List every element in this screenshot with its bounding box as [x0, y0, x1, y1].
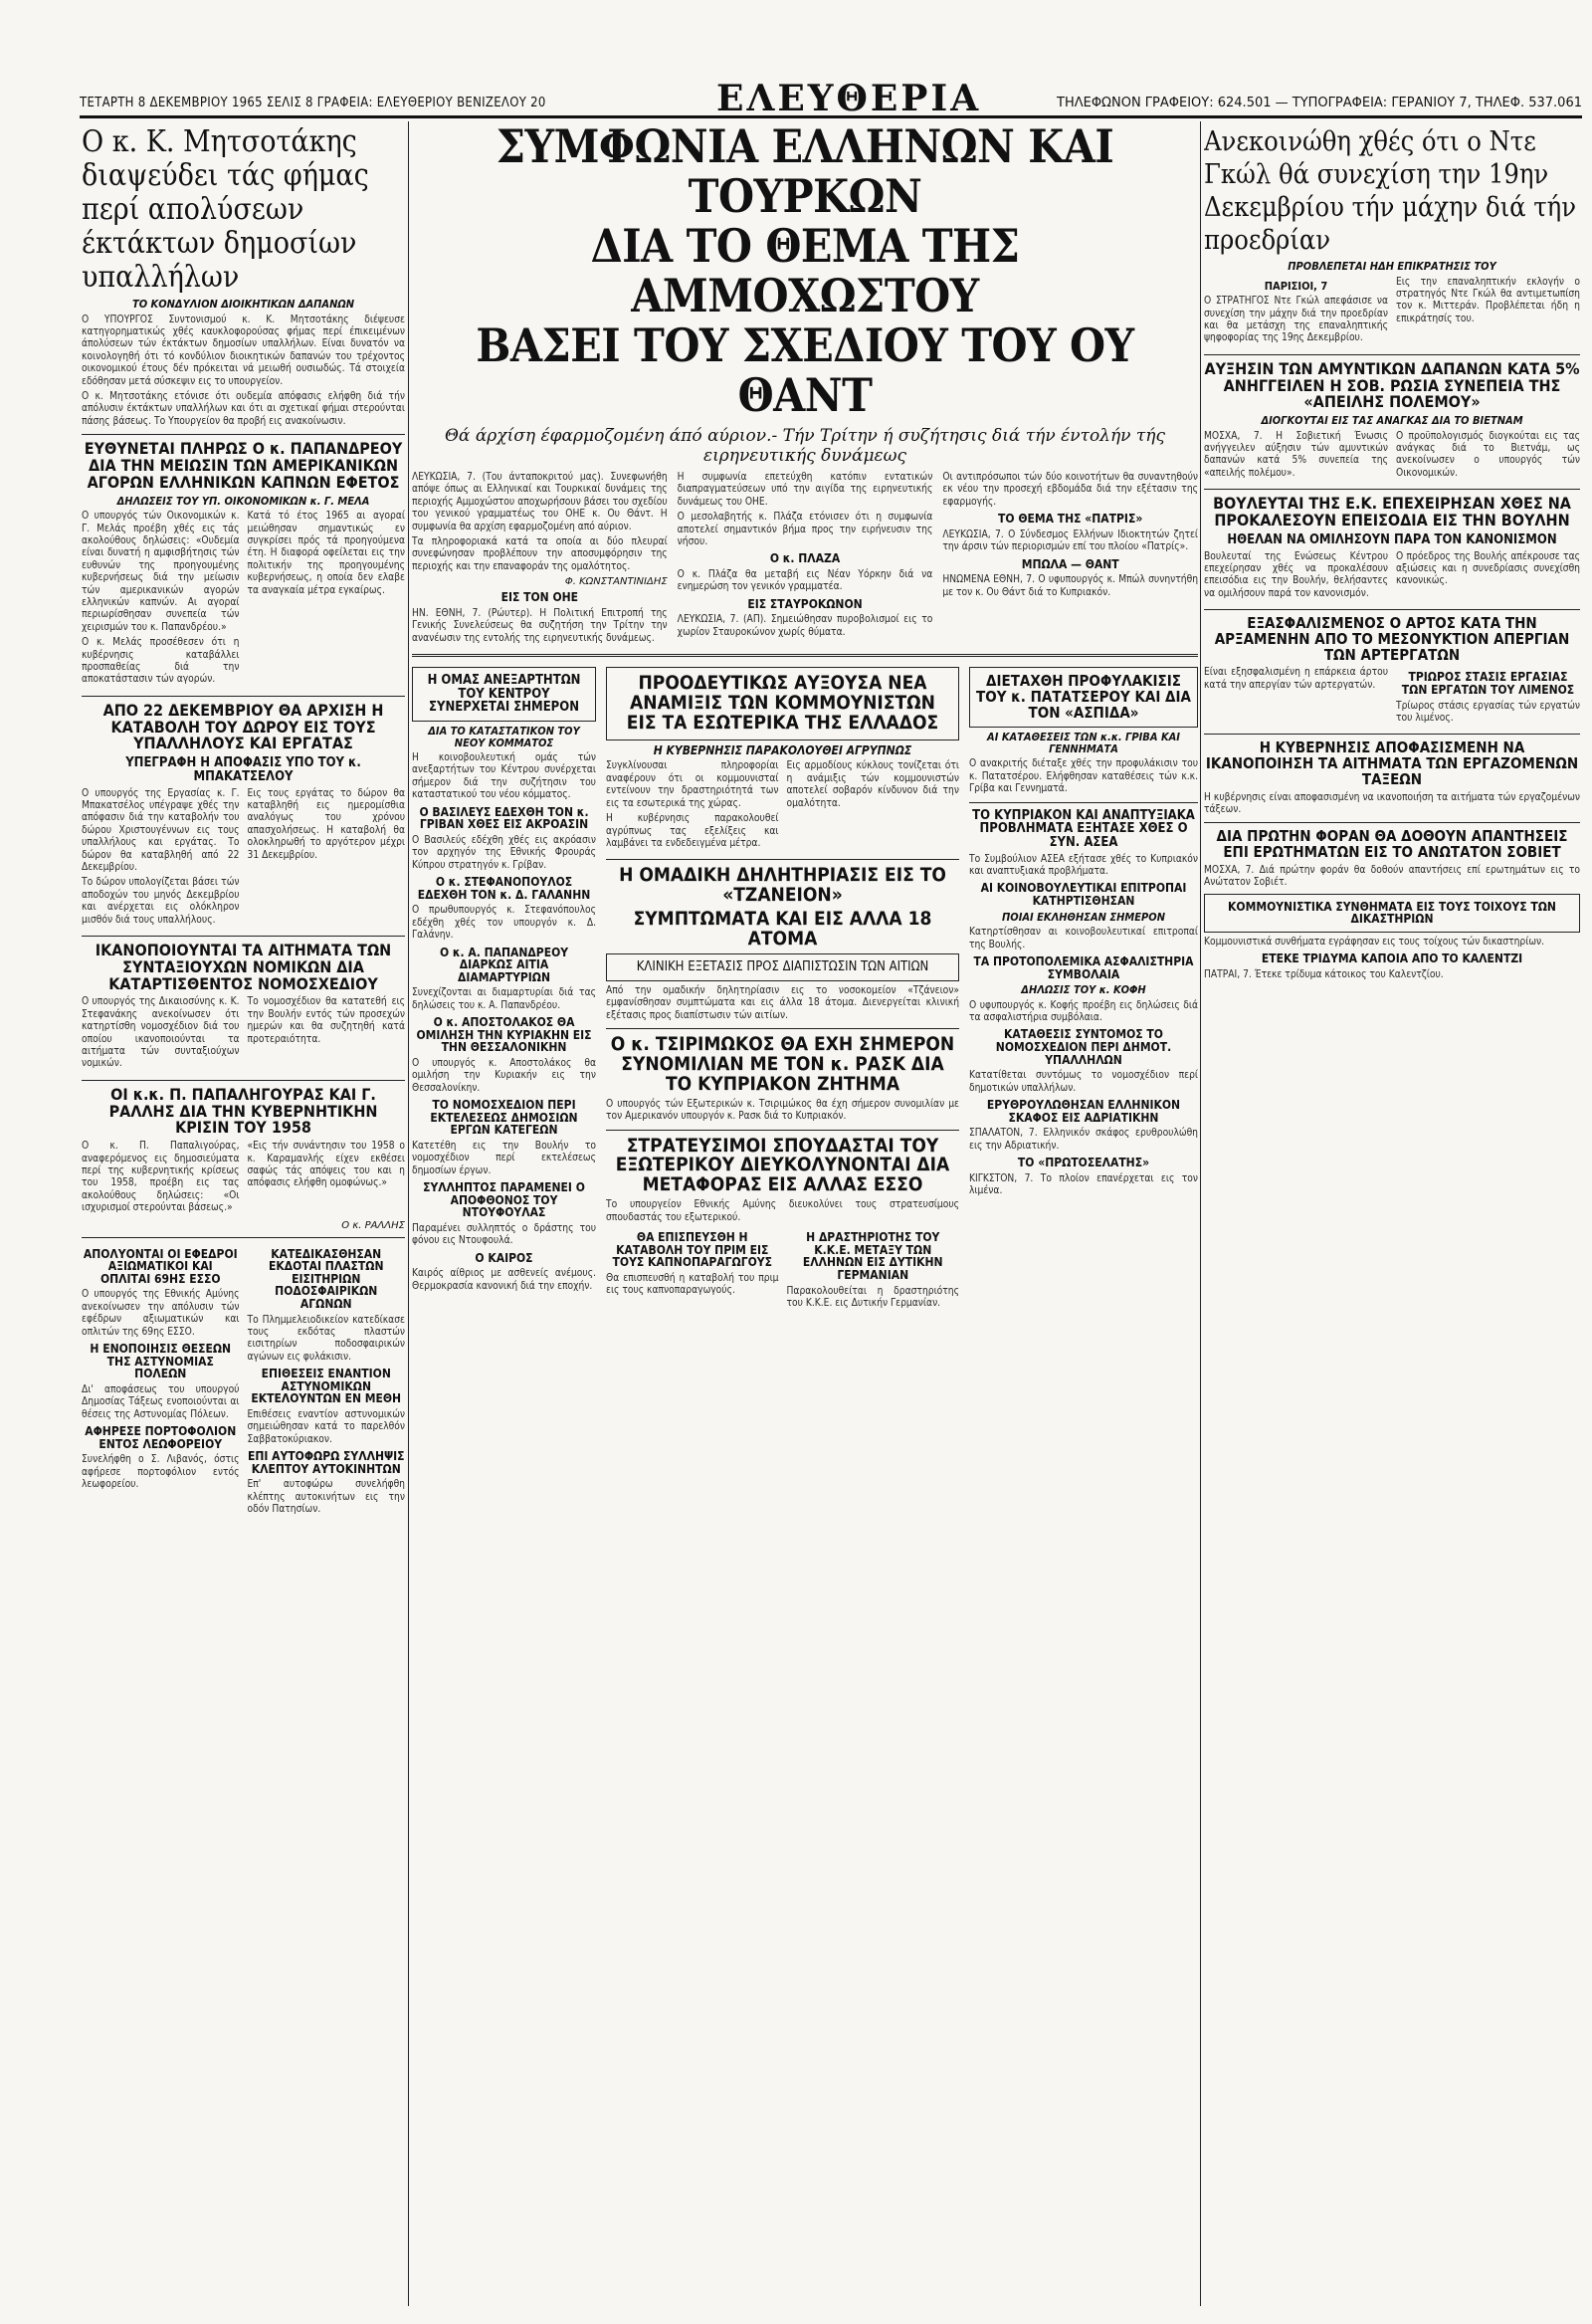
headline-stratevsimoi: ΣΤΡΑΤΕΥΣΙΜΟΙ ΣΠΟΥΔΑΣΤΑΙ ΤΟΥ ΕΞΩΤΕΡΙΚΟΥ ΔΙΕΥΚΟΛΥΝΟΝΤΑΙ ΔΙΑ ΜΕΤΑΦΟΡΑΣ ΕΙΣ ΑΛΛΑΣ ΕΣΣΟ: [615, 1134, 950, 1196]
article-body: Ο ανακριτής διέταξε χθές την προφυλάκισιν του κ. Πατατσέρου. Ελήφθησαν καταθέσεις τών κ.κ. Γρίβα και Γεννηματά.: [969, 758, 1198, 795]
article-body: Θα επισπευσθή η καταβολή του πριμ εις τους καπνοπαραγωγούς.: [606, 1272, 779, 1297]
headline-mitsotakis: Ο κ. Κ. Μητσοτάκης διαψεύδει τάς φήμας περί απολύσεων έκτάκτων δημοσίων υπαλλήλων: [82, 124, 369, 295]
article-body: Το Συμβούλιον ΑΣΕΑ εξήτασε χθές το Κυπριακόν και αναπτυξιακά προβλήματα.: [969, 853, 1198, 877]
article-body: ΠΑΤΡΑΙ, 7. Έτεκε τρίδυμα κάτοικος του Καλεντζίου.: [1204, 968, 1444, 980]
headline-epipsefsi: ΘΑ ΕΠΙΣΠΕΥΣΘΗ Η ΚΑΤΑΒΟΛΗ ΤΟΥ ΠΡΙΜ ΕΙΣ ΤΟΥΣ ΚΑΠΝΟΠΑΡΑΓΩΓΟΥΣ: [612, 1230, 772, 1270]
masthead: [80, 78, 1582, 118]
article-body: Ο υφυπουργός κ. Κοφής προέβη εις δηλώσεις διά τα ασφαλιστήρια συμβόλαια.: [969, 999, 1198, 1024]
subhead-oie: ΕΙΣ ΤΟΝ ΟΗΕ: [500, 590, 579, 605]
subhead-plaza: Ο κ. ΠΛΑΖΑ: [769, 551, 841, 566]
headline-cabinet: ΑΙ ΚΟΙΝΟΒΟΥΛΕΥΤΙΚΑΙ ΕΠΙΤΡΟΠΑΙ ΚΑΤΗΡΤΙΣΘΗΣΑΝ: [980, 881, 1187, 908]
subhead-bakatselou: ΥΠΕΓΡΑΦΗ Η ΑΠΟΦΑΣΙΣ ΥΠΟ ΤΟΥ κ. ΜΠΑΚΑΤΣΕΛΟΥ: [125, 755, 361, 784]
headline-efedroi: ΑΠΟΛΥΟΝΤΑΙ ΟΙ ΕΦΕΔΡΟΙ ΑΞΙΩΜΑΤΙΚΟΙ ΚΑΙ ΟΠΛΙΤΑΙ 69ΗΣ ΕΣΣΟ: [83, 1246, 238, 1286]
article-body: Η κυβέρνησις είναι αποφασισμένη να ικανοποιήση τα αιτήματα τών εργαζομένων τάξεων.: [1204, 791, 1580, 816]
headline-papandreou-tobacco: ΕΥΘΥΝΕΤΑΙ ΠΛΗΡΩΣ Ο κ. ΠΑΠΑΝΔΡΕΟΥ ΔΙΑ ΤΗΝ ΜΕΙΩΣΙΝ ΤΩΝ ΑΜΕΡΙΚΑΝΙΚΩΝ ΑΓΟΡΩΝ ΕΛΛΗΝΙΚΩΝ ΚΑΠΝΩΝ ΕΦΕΤΟΣ: [84, 439, 403, 492]
headline-kathysterisi: ΚΑΤΑΘΕΣΙΣ ΣΥΝΤΟΜΟΣ ΤΟ ΝΟΜΟΣΧΕΔΙΟΝ ΠΕΡΙ ΔΗΜΟΤ. ΥΠΑΛΛΗΛΩΝ: [995, 1027, 1172, 1067]
headline-eryth: ΕΡΥΘΡΟΥΛΩΘΗΣΑΝ ΕΛΛΗΝΙΚΟΝ ΣΚΑΦΟΣ ΕΙΣ ΑΔΡΙΑΤΙΚΗΝ: [986, 1098, 1181, 1125]
headline-autoforo: ΕΠΙ ΑΥΤΟΦΩΡΩ ΣΥΛΛΗΨΙΣ ΚΛΕΠΤΟΥ ΑΥΤΟΚΙΝΗΤΩΝ: [247, 1449, 405, 1476]
headline-diatagi: ΔΙΕΤΑΧΘΗ ΠΡΟΦΥΛΑΚΙΣΙΣ ΤΟΥ κ. ΠΑΤΑΤΣΕΡΟΥ ΚΑΙ ΔΙΑ ΤΟΝ «ΑΣΠΙΔΑ»: [969, 667, 1198, 728]
headline-artos: ΕΞΑΣΦΑΛΙΣΜΕΝΟΣ Ο ΑΡΤΟΣ ΚΑΤΑ ΤΗΝ ΑΡΞΑΜΕΝΗΝ ΑΠΟ ΤΟ ΜΕΣΟΝΥΚΤΙΟΝ ΑΠΕΡΓΙΑΝ ΤΩΝ ΑΡΤΕΡΓΑΤΩΝ: [1214, 614, 1570, 664]
article-body: ΛΕΥΚΩΣΙΑ, 7. (ΑΠ). Σημειώθησαν πυροβολισμοί εις το χωρίον Σταυροκώνον χωρίς θύματα.: [677, 614, 933, 638]
article-body: Ο κ. Π. Παπαλιγούρας, αναφερόμενος εις δημοσιεύματα περί της κυβερνητικής κρίσεως του 1958, προέβη εις τας ακολούθους δηλώσεις: «Οι ισχυρισμοί στερούνται βάσεως.»: [82, 1141, 240, 1214]
article-body: Το νομοσχέδιον θα κατατεθή εις την Βουλήν εντός τών προσεχών ημερών και θα συζητηθή κατά προτεραιότητα.: [247, 996, 405, 1045]
headline-russia: ΑΥΞΗΣΙΝ ΤΩΝ ΑΜΥΝΤΙΚΩΝ ΔΑΠΑΝΩΝ ΚΑΤΑ 5% ΑΝΗΓΓΕΙΛΕΝ Η ΣΟΒ. ΡΩΣΙΑ ΣΥΝΕΠΕΙΑ ΤΗΣ «ΑΠΕΙΛΗΣ ΠΟΛΕΜΟΥ»: [1204, 358, 1580, 412]
article-body: Εις αρμοδίους κύκλους τονίζεται ότι η ανάμιξις τών κομμουνιστών αποτελεί σοβαρόν κίνδυνον διά την ομαλότητα.: [786, 760, 959, 809]
headline-syllipsi: ΣΥΛΛΗΠΤΟΣ ΠΑΡΑΜΕΝΕΙ Ο ΑΠΟΦΘΟΝΟΣ ΤΟΥ ΝΤΟΥΦΟΥΛΑΣ: [423, 1180, 585, 1220]
subhead-diatagi: ΑΙ ΚΑΤΑΘΕΣΕΙΣ ΤΩΝ κ.κ. ΓΡΙΒΑ ΚΑΙ ΓΕΝΝΗΜΑΤΑ: [987, 731, 1180, 755]
headline-ergazomenoi: Η ΚΥΒΕΡΝΗΣΙΣ ΑΠΟΦΑΣΙΣΜΕΝΗ ΝΑ ΙΚΑΝΟΠΟΙΗΣΗ ΤΑ ΑΙΤΗΜΑΤΑ ΤΩΝ ΕΡΓΑΖΟΜΕΝΩΝ ΤΑΞΕΩΝ: [1205, 739, 1579, 788]
article-body: Κατετέθη εις την Βουλήν το νομοσχέδιον περί εκτελέσεως δημοσίων έργων.: [412, 1140, 596, 1176]
headline-synthimata: ΚΟΜΜΟΥΝΙΣΤΙΚΑ ΣΥΝΘΗΜΑΤΑ ΕΙΣ ΤΟΥΣ ΤΟΙΧΟΥΣ ΤΩΝ ΔΙΚΑΣΤΗΡΙΩΝ: [1204, 894, 1580, 933]
headline-protoporia: ΤΑ ΠΡΟΤΟΠΟΛΕΜΙΚΑ ΑΣΦΑΛΙΣΤΗΡΙΑ ΣΥΜΒΟΛΑΙΑ: [973, 953, 1194, 981]
deck-subtitle: Θά άρχίση έφαρμοζομένη άπό αύριον.- Τήν Τρίτην ή συζήτησις διά τήν έντολήν τής ειρηνευτικής δυνάμεως: [445, 426, 1165, 466]
article-body: Ο υπουργός κ. Αποστολάκος θα ομιλήση την Κυριακήν εις την Θεσσαλονίκην.: [412, 1057, 596, 1094]
article-body: Ο κ. Μελάς προσέθεσεν ότι η κυβέρνησις καταβάλλει προσπαθείας διά την αποκατάστασιν τών αγορών.: [82, 637, 240, 686]
article-body: Επ' αυτοφώρω συνελήφθη κλέπτης αυτοκινήτων εις την οδόν Πατησίων.: [247, 1479, 405, 1516]
headline-enopoiisi: Η ΕΝΟΠΟΙΗΣΙΣ ΘΕΣΕΩΝ ΤΗΣ ΑΣΤΥΝΟΜΙΑΣ ΠΟΛΕΩΝ: [90, 1342, 232, 1381]
newspaper-title: ΕΛΕΥΘΕΡΙΑ: [716, 78, 982, 119]
article-body: Κατά τό έτος 1965 αι αγοραί μειώθησαν σημαντικώς εν συγκρίσει πρός τά προηγούμενα έτη. Η διαφορά οφείλεται εις την πολιτικήν της προηγουμένης κυβερνήσεως, η οποία δεν ελαβε τα αναγκαία μέτρα εγκαίρως.: [247, 511, 405, 596]
article-body: ΛΕΥΚΩΣΙΑ, 7. Ο Σύνδεσμος Ελλήνων Ιδιοκτητών ζητεί την άρσιν τών περιορισμών επί του πλοίου «Πατρίς».: [942, 528, 1198, 553]
article-body: Ο κ. Μητσοτάκης ετόνισε ότι ουδεμία απόφασις ελήφθη διά τήν απόλυσιν έκτάκτων υπαλλήλων και ότι αι σχετικαί φήμαι στερούνται πάσης βάσεως. Το Υπουργείον θα προβή εις ανακοίνωσιν.: [82, 390, 405, 427]
article-body: ΣΠΑΛΑΤΟΝ, 7. Ελληνικόν σκάφος ερυθρουλώθη εις την Αδριατικήν.: [969, 1128, 1198, 1152]
subhead-omas: ΔΙΑ ΤΟ ΚΑΤΑΣΤΑΤΙΚΟΝ ΤΟΥ ΝΕΟΥ ΚΟΜΜΑΤΟΣ: [428, 724, 580, 749]
subhead-bomb: ΜΠΩΛΑ — ΘΑΝΤ: [1021, 556, 1119, 571]
article-body: Ο υπουργός της Εθνικής Αμύνης ανεκοίνωσεν την απόλυσιν τών εφέδρων αξιωματικών και οπλιτών της 69ης ΕΣΣΟ.: [82, 1289, 240, 1338]
phone-line: ΤΗΛΕΦΩΝΟΝ ΓΡΑΦΕΙΟΥ: 624.501 — ΤΥΠΟΓΡΑΦΕΙΑ: ΓΕΡΑΝΙΟΥ 7, ΤΗΛΕΦ. 537.061: [1057, 96, 1582, 110]
article-body: Συγκλίνουσαι πληροφορίαι αναφέρουν ότι οι κομμουνισταί εντείνουν την δραστηριότητά των εις τα εσωτερικά της χώρας.: [606, 760, 779, 809]
headline-progress: ΠΡΟΟΔΕΥΤΙΚΩΣ ΑΥΞΟΥΣΑ ΝΕΑ ΑΝΑΜΙΞΙΣ ΤΩΝ ΚΟΜΜΟΥΝΙΣΤΩΝ ΕΙΣ ΤΑ ΕΣΩΤΕΡΙΚΑ ΤΗΣ ΕΛΛΑΔΟΣ: [606, 667, 959, 740]
headline-doro: ΑΠΟ 22 ΔΕΚΕΜΒΡΙΟΥ ΘΑ ΑΡΧΙΣΗ Η ΚΑΤΑΒΟΛΗ ΤΟΥ ΔΩΡΟΥ ΕΙΣ ΤΟΥΣ ΥΠΑΛΛΗΛΟΥΣ ΚΑΙ ΕΡΓΑΤΑΣ: [102, 700, 384, 753]
article-body: Παραμένει συλληπτός ο δράστης του φόνου εις Ντουφουλά.: [412, 1222, 596, 1247]
column-rule: [408, 121, 409, 2306]
headline-de-gaulle: Ανεκοινώθη χθές ότι ο Ντε Γκώλ θά συνεχίση την 19ην Δεκεμβρίου τήν μάχην διά τήν προεδρίαν: [1204, 126, 1577, 256]
article-body: ΜΟΣΧΑ, 7. Διά πρώτην φοράν θα δοθούν απαντήσεις επί ερωτημάτων εις το Ανώτατον Σοβιέτ.: [1204, 864, 1580, 889]
headline-apostolakos: Ο κ. ΑΠΟΣΤΟΛΑΚΟΣ ΘΑ ΟΜΙΛΗΣΗ ΤΗΝ ΚΥΡΙΑΚΗΝ ΕΙΣ ΤΗΝ ΘΕΣΣΑΛΟΝΙΚΗΝ: [416, 1015, 592, 1055]
article-body: Ο υπουργός της Δικαιοσύνης κ. Κ. Στεφανάκης ανεκοίνωσεν ότι κατηρτίσθη νομοσχέδιον διά του οποίου ικανοποιούνται τα αιτήματα τών συνταξιούχων νομικών.: [82, 996, 240, 1070]
article-body: Η κυβέρνησις παρακολουθεί αγρύπνως τας εξελίξεις και λαμβάνει τα ενδεδειγμένα μέτρα.: [606, 813, 779, 849]
article-body: Το Πλημμελειοδικείον κατεδίκασε τους εκδότας πλαστών εισιτηρίων ποδοσφαιρικών αγώνων εις φυλάκισιν.: [247, 1314, 405, 1363]
headline-basileus: Ο ΒΑΣΙΛΕΥΣ ΕΔΕΧΘΗ ΤΟΝ κ. ΓΡΙΒΑΝ ΧΘΕΣ ΕΙΣ ΑΚΡΟΑΣΙΝ: [419, 804, 589, 832]
subhead-mela: ΔΗΛΩΣΕΙΣ ΤΟΥ ΥΠ. ΟΙΚΟΝΟΜΙΚΩΝ κ. Γ. ΜΕΛΑ: [116, 494, 370, 508]
subhead-de-gaulle: ΠΡΟΒΛΕΠΕΤΑΙ ΗΔΗ ΕΠΙΚΡΑΤΗΣΙΣ ΤΟΥ: [1288, 260, 1496, 273]
article-body: Συνελήφθη ο Σ. Λιβανός, όστις αφήρεσε πορτοφόλιον εντός λεωφορείου.: [82, 1454, 240, 1491]
headline-vouleftai: ΒΟΥΛΕΥΤΑΙ ΤΗΣ Ε.Κ. ΕΠΕΧΕΙΡΗΣΑΝ ΧΘΕΣ ΝΑ ΠΡΟΚΑΛΕΣΟΥΝ ΕΠΕΙΣΟΔΙΑ ΕΙΣ ΤΗΝ ΒΟΥΛΗΝ: [1213, 494, 1571, 530]
article-body: Ο Βασιλεύς εδέχθη χθές εις ακρόασιν τον αρχηγόν της Εθνικής Φρουράς Κύπρου στρατηγόν κ. Γρίβαν.: [412, 834, 596, 871]
subhead-tzaneion-2: ΚΛΙΝΙΚΗ ΕΞΕΤΑΣΙΣ ΠΡΟΣ ΔΙΑΠΙΣΤΩΣΙΝ ΤΩΝ ΑΙΤΙΩΝ: [606, 953, 959, 981]
article-body: Η συμφωνία επετεύχθη κατόπιν εντατικών διαπραγματεύσεων υπό την αιγίδα της ειρηνευτικής δυνάμεως του ΟΗΕ.: [677, 472, 933, 508]
subhead-stavroukon: ΕΙΣ ΣΤΑΥΡΟΚΩΝΟΝ: [747, 596, 863, 611]
article-body: Εις την επαναληπτικήν εκλογήν ο στρατηγός Ντε Γκώλ θα αντιμετωπίση τον κ. Μιττεράν. Προβλέπεται ήδη η επικράτησίς του.: [1396, 276, 1580, 324]
headline-stefanopoulos: Ο κ. ΣΤΕΦΑΝΟΠΟΥΛΟΣ ΕΔΕΧΘΗ ΤΟΝ κ. Δ. ΓΑΛΑΝΗΝ: [417, 875, 591, 902]
article-body: ΛΕΥΚΩΣΙΑ, 7. (Του άνταποκριτού μας). Συνεφωνήθη απόψε όπως αι Ελληνικαί και Τουρκικαί δυνάμεις της περιοχής Αμμοχώστου αποχωρήσουν βάσει του σχεδίου του γενικού γραμματέως του ΟΗΕ κ. Ου Θάντ. Η συμφωνία θα αρχίση εφαρμοζομένη από αύριον.: [412, 472, 668, 532]
headline-tzaneion: Η ΟΜΑΔΙΚΗ ΔΗΛΗΤΗΡΙΑΣΙΣ ΕΙΣ ΤΟ «ΤΖΑΝΕΙΟΝ»: [619, 864, 946, 907]
subhead-progress: Η ΚΥΒΕΡΝΗΣΙΣ ΠΑΡΑΚΟΛΟΥΘΕΙ ΑΓΡΥΠΝΩΣ: [653, 742, 912, 757]
left-column: [82, 121, 405, 2306]
banner-line-3: ΒΑΣΕΙ ΤΟΥ ΣΧΕΔΙΟΥ ΤΟΥ ΟΥ ΘΑΝΤ: [476, 318, 1134, 422]
headline-limeni: ΤΡΙΩΡΟΣ ΣΤΑΣΙΣ ΕΡΓΑΣΙΑΣ ΤΩΝ ΕΡΓΑΤΩΝ ΤΟΥ ΛΙΜΕΝΟΣ: [1401, 670, 1575, 697]
headline-soviet: ΔΙΑ ΠΡΩΤΗΝ ΦΟΡΑΝ ΘΑ ΔΟΘΟΥΝ ΑΠΑΝΤΗΣΕΙΣ ΕΠΙ ΕΡΩΤΗΜΑΤΩΝ ΕΙΣ ΤΟ ΑΝΩΤΑΤΟΝ ΣΟΒΙΕΤ: [1216, 827, 1568, 862]
headline-kke: Η ΔΡΑΣΤΗΡΙΟΤΗΣ ΤΟΥ Κ.Κ.Ε. ΜΕΤΑΞΥ ΤΩΝ ΕΛΛΗΝΩΝ ΕΙΣ ΔΥΤΙΚΗΝ ΓΕΡΜΑΝΙΑΝ: [802, 1230, 943, 1282]
subhead-tzaneion: ΣΥΜΠΤΩΜΑΤΑ ΚΑΙ ΕΙΣ ΑΛΛΑ 18 ΑΤΟΜΑ: [633, 908, 932, 951]
article-body: Το δώρον υπολογίζεται βάσει τών αποδοχών του μηνός Δεκεμβρίου και ανέρχεται εις ολόκληρον μισθόν διά τους υπαλλήλους.: [82, 877, 240, 926]
subhead-kondylion: ΤΟ ΚΟΝΔΥΛΙΟΝ ΔΙΟΙΚΗΤΙΚΩΝ ΔΑΠΑΝΩΝ: [131, 298, 355, 311]
article-body: Κατηρτίσθησαν αι κοινοβουλευτικαί επιτροπαί της Βουλής.: [969, 927, 1198, 951]
article-body: Τρίωρος στάσις εργασίας τών εργατών του λιμένος.: [1396, 700, 1580, 724]
date-line: ΤΕΤΑΡΤΗ 8 ΔΕΚΕΜΒΡΙΟΥ 1965 ΣΕΛΙΣ 8 ΓΡΑΦΕΙΑ: ΕΛΕΥΘΕΡΙΟΥ ΒΕΝΙΖΕΛΟΥ 20: [80, 96, 546, 110]
article-body: ΗΝ. ΕΘΝΗ, 7. (Ρώυτερ). Η Πολιτική Επιτροπή της Γενικής Συνελεύσεως θα συζητήση την Τρίτην την ανανέωσιν της εντολής της ειρηνευτικής δυνάμεως.: [412, 607, 668, 644]
subhead-patris: ΤΟ ΘΕΜΑ ΤΗΣ «ΠΑΤΡΙΣ»: [998, 512, 1143, 527]
headline-epitheseis: ΕΠΙΘΕΣΕΙΣ ΕΝΑΝΤΙΟΝ ΑΣΤΥΝΟΜΙΚΩΝ ΕΚΤΕΛΟΥΝΤΩΝ ΕΝ ΜΕΘΗ: [251, 1367, 402, 1406]
article-body: Ο υπουργός τών Οικονομικών κ. Γ. Μελάς προέβη χθές εις τάς ακολούθους δηλώσεις: «Ουδεμία είναι δυνατή η αμφισβήτησις τών ευθυνών της προηγουμένης κυβερνήσεως διά την μείωσιν τών αμερικανικών αγορών ελληνικών καπνών. Αι αγοραί περιωρίσθησαν συνεπεία τών χειρισμών του κ. Παπανδρέου.»: [82, 511, 240, 633]
article-body: Ο μεσολαβητής κ. Πλάζα ετόνισεν ότι η συμφωνία αποτελεί σημαντικόν βήμα προς την ειρήνευσιν της νήσου.: [677, 512, 933, 548]
headline-tridyma: ΕΤΕΚΕ ΤΡΙΔΥΜΑ ΚΑΠΟΙΑ ΑΠΟ ΤΟ ΚΑΛΕΝΤΖΙ: [1261, 951, 1523, 966]
headline-nomosxedio: ΤΟ ΝΟΜΟΣΧΕΔΙΟΝ ΠΕΡΙ ΕΚΤΕΛΕΣΕΩΣ ΔΗΜΟΣΙΩΝ ΕΡΓΩΝ ΚΑΤΕΓΕΩΝ: [430, 1098, 578, 1138]
headline-kairos: Ο ΚΑΙΡΟΣ: [475, 1250, 533, 1265]
article-body: Κατατίθεται συντόμως το νομοσχέδιον περί δημοτικών υπαλλήλων.: [969, 1070, 1198, 1094]
headline-tsirimokos: Ο κ. ΤΣΙΡΙΜΩΚΟΣ ΘΑ ΕΧΗ ΣΗΜΕΡΟΝ ΣΥΝΟΜΙΛΙΑΝ ΜΕ ΤΟΝ κ. ΡΑΣΚ ΔΙΑ ΤΟ ΚΥΠΡΙΑΚΟΝ ΖΗΤΗΜΑ: [610, 1032, 955, 1095]
headline-protevousis: ΤΟ «ΠΡΩΤΟΣΕΛΑΤΗΣ»: [1017, 1156, 1150, 1170]
article-body: Από την ομαδικήν δηλητηρίασιν εις το νοσοκομείον «Τζάνειον» εμφανίσθησαν συμπτώματα και εις άλλα 18 άτομα. Διενεργείται κλινική εξέτασις προς διαπίστωσιν τών αιτίων.: [606, 984, 959, 1021]
article-body: Παρακολουθείται η δραστηριότης του Κ.Κ.Ε. εις Δυτικήν Γερμανίαν.: [786, 1285, 959, 1309]
headline-nomikoi: ΙΚΑΝΟΠΟΙΟΥΝΤΑΙ ΤΑ ΑΙΤΗΜΑΤΑ ΤΩΝ ΣΥΝΤΑΞΙΟΥΧΩΝ ΝΟΜΙΚΩΝ ΔΙΑ ΚΑΤΑΡΤΙΣΘΕΝΤΟΣ ΝΟΜΟΣΧΕΔΙΟΥ: [95, 940, 392, 993]
article-body: Ο υπουργός τών Εξωτερικών κ. Τσιριμώκος θα έχη σήμερον συνομιλίαν με τον Αμερικανόν υπουργόν κ. Ρασκ διά το Κυπριακόν.: [606, 1098, 959, 1123]
article-body: Ο πρωθυπουργός κ. Στεφανόπουλος εδέχθη χθές τον υπουργόν κ. Δ. Γαλάνην.: [412, 905, 596, 942]
article-body: ΗΝΩΜΕΝΑ ΕΘΝΗ, 7. Ο υφυπουργός κ. Μπώλ συνηντήθη με τον κ. Ου Θάντ διά το Κυπριακόν.: [942, 574, 1198, 598]
article-body: Επιθέσεις εναντίον αστυνομικών σημειώθησαν κατά το παρελθόν Σαββατοκύριακον.: [247, 1409, 405, 1445]
article-body: Ο υπουργός της Εργασίας κ. Γ. Μπακατσέλος υπέγραψε χθές την απόφασιν διά την καταβολήν του δώρου Χριστουγέννων εις τους υπαλλήλους και εργάτας. Το δώρον θα καταβληθή από 22 Δεκεμβρίου.: [82, 787, 240, 873]
article-body: ΜΟΣΧΑ, 7. Η Σοβιετική Ένωσις ανήγγειλεν αύξησιν τών αμυντικών δαπανών κατά 5% συνεπεία της «απειλής πολέμου».: [1204, 430, 1388, 479]
subhead-cabinet: ΠΟΙΑΙ ΕΚΛΗΘΗΣΑΝ ΣΗΜΕΡΟΝ: [1002, 910, 1165, 924]
article-body: Δι' αποφάσεως του υπουργού Δημοσίας Τάξεως ενοποιούνται αι θέσεις της Αστυνομίας Πόλεων.: [82, 1383, 240, 1420]
article-body: Είναι εξησφαλισμένη η επάρκεια άρτου κατά την απεργίαν τών αρτεργατών.: [1204, 667, 1388, 691]
signature-ralli: Ο κ. ΡΑΛΛΗΣ: [341, 1219, 405, 1231]
headline-omas: Η ΟΜΑΣ ΑΝΕΞΑΡΤΗΤΩΝ ΤΟΥ ΚΕΝΤΡΟΥ ΣΥΝΕΡΧΕΤΑΙ ΣΗΜΕΡΟΝ: [412, 667, 596, 722]
subhead-kofi: ΔΗΛΩΣΙΣ ΤΟΥ κ. ΚΟΦΗ: [1021, 983, 1146, 997]
headline-cyprus: ΤΟ ΚΥΠΡΙΑΚΟΝ ΚΑΙ ΑΝΑΠΤΥΞΙΑΚΑ ΠΡΟΒΛΗΜΑΤΑ ΕΞΗΤΑΣΕ ΧΘΕΣ Ο ΣΥΝ. ΑΣΕΑ: [972, 807, 1195, 850]
article-body: «Εις τήν συνάντησιν του 1958 ο κ. Καραμανλής είχεν εκθέσει σαφώς τάς απόψεις του και η απόφασις ελήφθη ομοφώνως.»: [247, 1141, 405, 1189]
subhead-russia: ΔΙΟΓΚΟΥΤΑΙ ΕΙΣ ΤΑΣ ΑΝΑΓΚΑΣ ΔΙΑ ΤΟ ΒΙΕΤΝΑΜ: [1261, 414, 1523, 428]
banner-line-1: ΣΥΜΦΩΝΙΑ ΕΛΛΗΝΩΝ ΚΑΙ ΤΟΥΡΚΩΝ: [496, 121, 1114, 223]
article-body: Ο πρόεδρος της Βουλής απέκρουσε τας αξιώσεις και η συνεδρίασις συνεχίσθη κανονικώς.: [1396, 550, 1580, 587]
headline-portofolion: ΑΦΗΡΕΣΕ ΠΟΡΤΟΦΟΛΙΟΝ ΕΝΤΟΣ ΛΕΩΦΟΡΕΙΟΥ: [85, 1424, 237, 1451]
signature-konstantinidis: Φ. ΚΩΝΣΤΑΝΤΙΝΙΔΗΣ: [564, 576, 668, 588]
article-body: Ο προϋπολογισμός διογκούται εις τας ανάγκας διά το Βιετνάμ, ως ανεκοίνωσεν ο υπουργός τών Οικονομικών.: [1396, 430, 1580, 479]
dateline-paris: ΠΑΡΙΣΙΟΙ, 7: [1264, 279, 1328, 293]
main-section: [412, 121, 1198, 2306]
article-body: Η κοινοβουλευτική ομάς τών ανεξαρτήτων του Κέντρου συνέρχεται σήμερον διά την συζήτησιν του καταστατικού του νέου κόμματος.: [412, 752, 596, 801]
article-body: Βουλευταί της Ενώσεως Κέντρου επεχείρησαν χθές να προκαλέσουν επεισόδια εις την Βουλήν, θελήσαντες να ομιλήσουν παρά τον κανονισμόν.: [1204, 550, 1388, 599]
article-body: Ο κ. Πλάζα θα μεταβή εις Νέαν Υόρκην διά να ενημερώση τον γενικόν γραμματέα.: [677, 569, 933, 593]
article-body: Τα πληροφοριακά κατά τα οποία αι δύο πλευραί συνεφώνησαν προβλέπουν την αποσυμφόρησιν της περιοχής και την επαναφοράν της ομαλότητος.: [412, 536, 668, 572]
banner-line-2: ΔΙΑ ΤΟ ΘΕΜΑ ΤΗΣ ΑΜΜΟΧΩΣΤΟΥ: [590, 219, 1020, 322]
subhead-vouleftai: ΗΘΕΛΑΝ ΝΑ ΟΜΙΛΗΣΟΥΝ ΠΑΡΑ ΤΟΝ ΚΑΝΟΝΙΣΜΟΝ: [1227, 531, 1557, 547]
article-body: Κομμουνιστικά συνθήματα εγράφησαν εις τους τοίχους τών δικαστηρίων.: [1204, 936, 1545, 948]
headline-katadikasi: ΚΑΤΕΔΙΚΑΣΘΗΣΑΝ ΕΚΔΟΤΑΙ ΠΛΑΣΤΩΝ ΕΙΣΙΤΗΡΙΩΝ ΠΟΔΟΣΦΑΙΡΙΚΩΝ ΑΓΩΝΩΝ: [269, 1246, 384, 1311]
article-body: Εις τους εργάτας το δώρον θα καταβληθή εις ημερομίσθια αναλόγως του χρόνου απασχολήσεως. Η καταβολή θα ολοκληρωθή το αργότερον μέχρι 31 Δεκεμβρίου.: [247, 787, 405, 861]
article-body: Συνεχίζονται αι διαμαρτυρίαι διά τας δηλώσεις του κ. Α. Παπανδρέου.: [412, 987, 596, 1011]
article-body: Το υπουργείον Εθνικής Αμύνης διευκολύνει τους στρατευσίμους σπουδαστάς του εξωτερικού.: [606, 1199, 959, 1223]
column-rule: [1200, 121, 1201, 2306]
right-column: [1204, 121, 1580, 2306]
headline-papaligouras: ΟΙ κ.κ. Π. ΠΑΠΑΛΗΓΟΥΡΑΣ ΚΑΙ Γ. ΡΑΛΛΗΣ ΔΙΑ ΤΗΝ ΚΥΒΕΡΝΗΤΙΚΗΝ ΚΡΙΣΙΝ ΤΟΥ 1958: [108, 1084, 378, 1138]
article-body: Ο ΣΤΡΑΤΗΓΟΣ Ντε Γκώλ απεφάσισε να συνεχίση την μάχην διά την προεδρίαν και θα μετάσχη της επαναληπτικής ψηφοφορίας της 19ης Δεκεμβρίου.: [1204, 296, 1388, 344]
article-body: ΚΙΓΚΣΤΟΝ, 7. Το πλοίον επανέρχεται εις τον λιμένα.: [969, 1172, 1198, 1197]
article-body: Καιρός αίθριος με ασθενείς ανέμους. Θερμοκρασία κανονική διά την εποχήν.: [412, 1268, 596, 1292]
article-body: Οι αντιπρόσωποι τών δύο κοινοτήτων θα συναντηθούν εκ νέου την προσεχή εβδομάδα διά την εξέτασιν της εφαρμογής.: [942, 472, 1198, 508]
article-body: Ο ΥΠΟΥΡΓΟΣ Συντονισμού κ. Κ. Μητσοτάκης διέψευσε κατηγορηματικώς χθές καυκλοφορούσας φήμας περί έπικειμένων άπολύσεων τών έκτάκτων δημοσίων υπαλλήλων. Είναι δυνατόν να κοινολογηθή ότι τό κονδύλιον διοικητικών δαπανών του τρέχοντος οικονομικού έτους δέν πρόκειται νά μειωθή ουσιωδώς. Τά στοιχεία εδόθησαν μετά σύσκεψιν εις το υπουργείον.: [82, 314, 405, 387]
headline-papandreou-a: Ο κ. Α. ΠΑΠΑΝΔΡΕΟΥ ΔΙΑΡΚΩΣ ΑΙΤΙΑ ΔΙΑΜΑΡΤΥΡΙΩΝ: [439, 945, 569, 984]
